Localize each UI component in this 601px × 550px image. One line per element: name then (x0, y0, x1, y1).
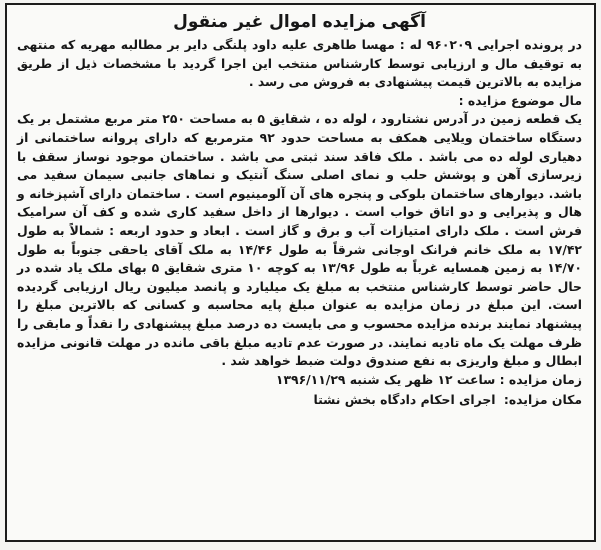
auction-place-value: اجرای احکام دادگاه بخش نشتا (313, 392, 496, 408)
notice-title: آگهی مزایده اموال غیر منقول (173, 12, 426, 32)
auction-time: زمان مزایده : ساعت ۱۲ ظهر یک شنبه ۱۳۹۶/۱۱/۲۹ (275, 371, 582, 387)
auction-place-label: مکان مزایده: (503, 392, 582, 408)
intro-paragraph: در پرونده اجرایی ۹۶۰۲۰۹ له : مهسا طاهری علیه داود پلنگی دایر بر مطالبه مهریه که منتهی به توقیف مال و ارزیابی توسط کارشناس منتخب این اجرا گردید با مشخصات ذیل از طریق مزایده به بالاترین قیمت پیشنهادی به فروش می رسد . (17, 37, 582, 90)
property-description: یک قطعه زمین در آدرس نشتارود ، لوله ده ، شقایق ۵ به مساحت ۲۵۰ متر مربع مشتمل بر یک دستگاه ساختمان ویلایی همکف به مساحت حدود ۹۲ مترمربع که دارای پروانه ساختمانی از دهیاری لوله ده می باشد . ملک فاقد سند ثبتی می باشد . ساختمان موجود نوساز سقف با زیرسازی آهن و پوشش حلب و نمای اصلی سنگ آنتیک و نماهای جانبی سیمان سفید می باشد. دیوارهای ساختمان بلوکی و پنجره های آن آلومینیوم است . ساختمان دارای آشپزخانه و هال و پذیرایی و دو اتاق خواب است . دیوارها از داخل سفید کاری شده و کف آن سرامیک فرش است . ملک دارای امتیازات آب و برق و گاز است . ابعاد و حدود اربعه : شمالاً به طول ۱۷/۴۲ به ملک خانم فرانک اوجانی شرقاً به طول ۱۴/۴۶ به ملک آقای یاحقی جنوباً به طول ۱۴/۷۰ به زمین همسایه غرباً به طول ۱۳/۹۶ به کوچه ۱۰ متری شقایق ۵ بهای ملک یاد شده در حال حاضر توسط کارشناس منتخب به مبلغ یک میلیارد و پانصد میلیون ریال ارزیابی گردیده است. این مبلغ در زمان مزایده به عنوان مبلغ پایه محاسبه و کسانی که بالاترین مبلغ را پیشنهاد نمایند برنده مزایده محسوب و می بایست ده درصد مبلغ پیشنهادی را نقداً و مابقی را ظرف مهلت یک ماه تادیه نمایند. در صورت عدم تادیه مبلغ باقی مانده در مهلت قانونی مزایده ابطال و مبلغ واریزی به نفع صندوق دولت ضبط خواهد شد . (17, 111, 582, 369)
auction-place (17, 390, 582, 410)
auction-notice (5, 3, 596, 542)
subject-heading: مال موضوع مزایده : (458, 92, 582, 108)
notice-body (17, 36, 582, 389)
